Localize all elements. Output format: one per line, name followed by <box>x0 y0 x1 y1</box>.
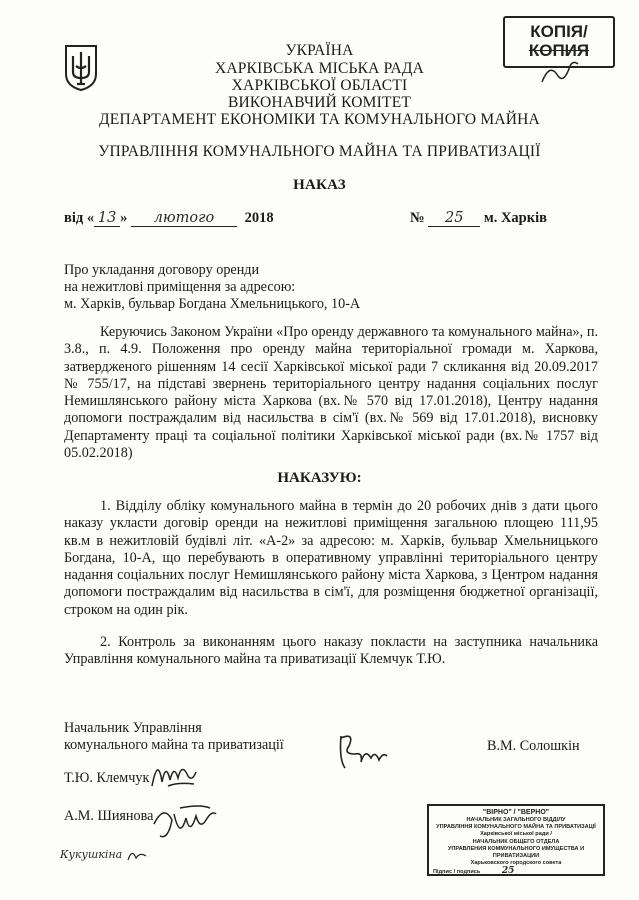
subject-line: на нежитлові приміщення за адресою: <box>64 279 296 295</box>
position-line2: комунального майна та приватизації <box>64 737 284 753</box>
preamble: Керуючись Законом України «Про оренду державного та комунального майна», п. 3.8., п. 4.9. Положення про оренду майна територіальної громади м. Харкова, затвердженого рішенням 14 сесії Харківської міської ради 7 скликання від 20.09.2017 № 755/17, на підставі звернень територіального центру надання соціальних послуг Немишлянського району міста Харкова (вх.№ 570 від 17.01.2018), Центру надання допомоги постраждалим від насильства в сім'ї (вх.№ 569 від 17.01.2018), висновку Департаменту праці та соціальної політики Харківської міської ради (вх.№ 1757 від 05.02.2018) <box>64 324 598 462</box>
order-word: НАКАЗУЮ: <box>277 470 362 486</box>
head-signature-icon <box>335 730 390 772</box>
date-prefix: від « <box>64 210 95 226</box>
subject-line: м. Харків, бульвар Богдана Хмельницького, 10-А <box>64 296 361 312</box>
verified-stamp-sign-value: 25 <box>501 866 515 877</box>
verified-stamp-title: "ВІРНО" / "ВЕРНО" <box>482 809 550 816</box>
executor-name: Кукушкіна <box>60 848 123 861</box>
city: м. Харків <box>483 210 547 226</box>
order-item-2: 2. Контроль за виконанням цього наказу покласти на заступника начальника Управління комунального майна та приватизації Клемчук Т.Ю. <box>64 634 598 668</box>
header-department: ДЕПАРТАМЕНТ ЕКОНОМІКИ ТА КОМУНАЛЬНОГО МАЙНА <box>99 111 540 128</box>
date-month: лютого <box>131 210 237 227</box>
subject-line: Про укладання договору оренди <box>64 262 260 278</box>
header-region: ХАРКІВСЬКОЇ ОБЛАСТІ <box>231 77 408 94</box>
header-country: УКРАЇНА <box>285 42 354 59</box>
copy-stamp-line2: КОПИЯ <box>528 41 590 60</box>
signature-position <box>64 720 284 754</box>
approver-2: А.М. Шиянова <box>64 808 154 824</box>
verified-stamp-line: Харьковского городского совета <box>470 860 562 867</box>
verified-stamp-sign-label: Підпис / подпись <box>433 869 481 876</box>
head-name: В.М. Солошкін <box>487 738 580 754</box>
approver-2-signature-icon <box>150 800 220 846</box>
date-year: 2018 <box>244 210 274 226</box>
verified-stamp-line: Харківської міської ради / <box>480 831 552 838</box>
executor <box>60 848 148 862</box>
verified-stamp-line: УПРАВЛІННЯ КОМУНАЛЬНОГО МАЙНА ТА ПРИВАТИЗАЦІЇ <box>436 824 596 831</box>
copy-stamp-line1: КОПІЯ/ <box>530 22 588 41</box>
subject-block <box>64 262 360 313</box>
date-mid: » <box>120 210 128 226</box>
header-directorate: УПРАВЛІННЯ КОМУНАЛЬНОГО МАЙНА ТА ПРИВАТИЗАЦІЇ <box>98 143 541 160</box>
approver-1: Т.Ю. Клемчук <box>64 770 150 786</box>
header-council: ХАРКІВСЬКА МІСЬКА РАДА <box>214 60 425 77</box>
date-line <box>64 210 274 227</box>
number-line <box>410 210 547 227</box>
document-type: НАКАЗ <box>293 177 346 193</box>
position-line1: Начальник Управління <box>64 720 202 736</box>
verified-stamp-sign-row <box>433 868 599 876</box>
number-label: № <box>410 210 425 226</box>
date-day: 13 <box>94 210 120 227</box>
header-committee: ВИКОНАВЧИЙ КОМІТЕТ <box>227 94 412 111</box>
verified-stamp <box>427 804 605 876</box>
verified-stamp-line: НАЧАЛЬНИК ЗАГАЛЬНОГО ВІДДІЛУ <box>466 817 566 823</box>
order-item-1: 1. Відділу обліку комунального майна в термін до 20 робочих днів з дати цього наказу укласти договір оренди на нежитлові приміщення загальною площею 111,95 кв.м в нежитловій будівлі літ. «А-2» за адресою: м. Харків, бульвар Хмельницького Богдана, 10-А, що перебувають в оперативному управлінні територіального центру надання соціальних послуг Немишлянського району міста Харкова, з Центром надання допомоги постраждалим від насильства в сім'ї, для розміщення бюджетної організації, строком на один рік. <box>64 498 598 618</box>
approver-1-signature-icon <box>148 752 198 792</box>
verified-stamp-line: НАЧАЛЬНИК ОБЩЕГО ОТДЕЛА <box>472 838 560 845</box>
document-number: 25 <box>428 210 480 227</box>
verified-stamp-line: УПРАВЛЕНИЯ КОММУНАЛЬНОГО ИМУЩЕСТВА И ПРИВАТИЗАЦИИ <box>447 845 585 860</box>
executor-signature-icon <box>126 848 148 862</box>
